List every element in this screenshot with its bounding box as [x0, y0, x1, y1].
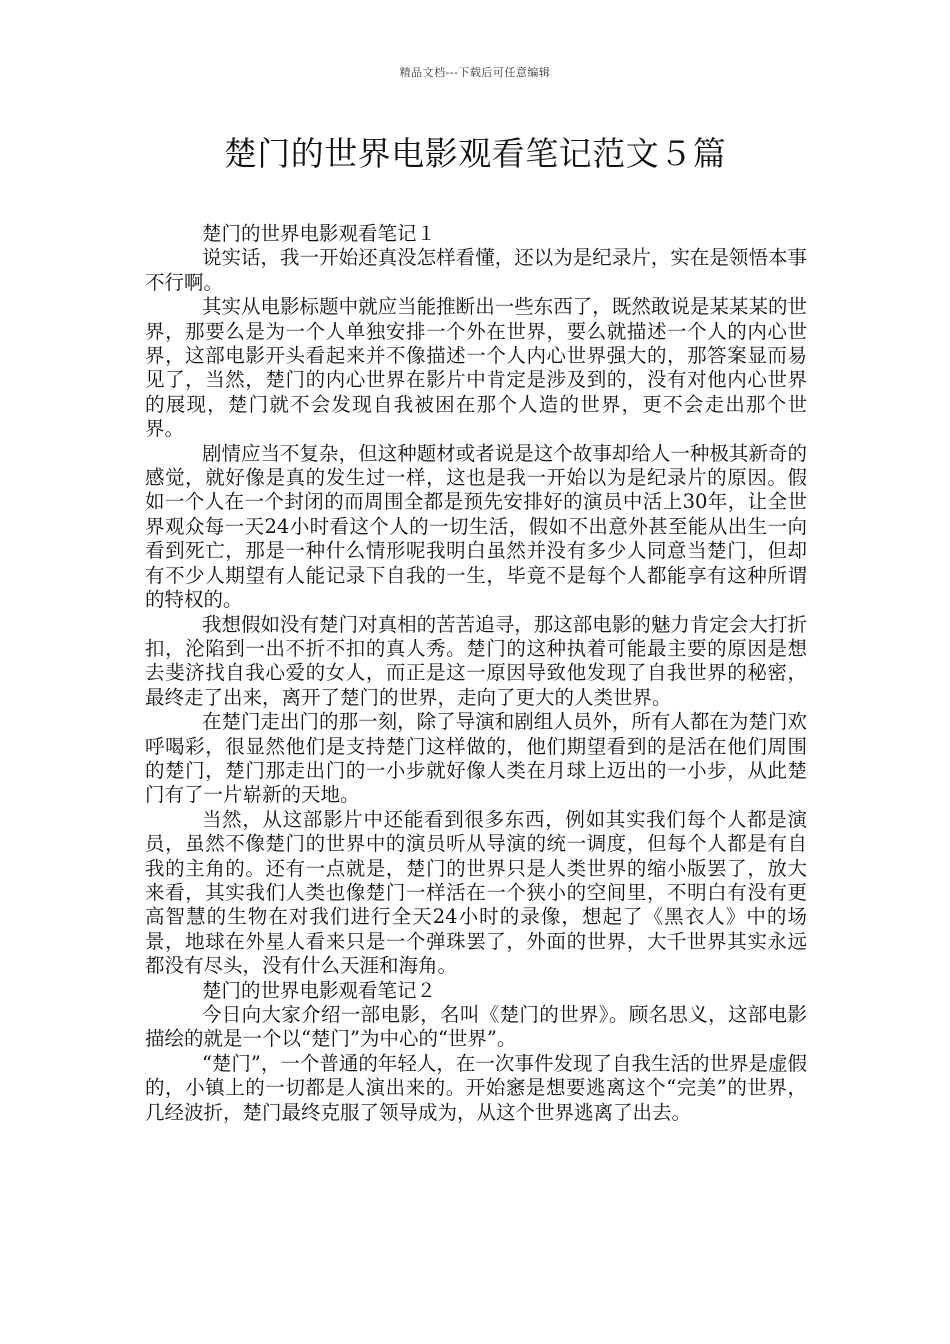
paragraph: 其实从电影标题中就应当能推断出一些东西了，既然敢说是某某某的世界，那要么是为一个人单独安排一个外在世界，要么就描述一个人的内心世界，这部电影开头看起来并不像描述一个人内心世界强大的，那答案显而易见了，当然，楚门的内心世界在影片中肯定是涉及到的，没有对他内心世界的展现，楚门就不会发现自我被困在那个人造的世界，更不会走出那个世界。	[145, 295, 807, 441]
paragraph: 说实话，我一开始还真没怎样看懂，还以为是纪录片，实在是领悟本事不行啊。	[145, 246, 807, 294]
section-heading: 楚门的世界电影观看笔记１	[201, 222, 436, 245]
paragraph: 今日向大家介绍一部电影，名叫《楚门的世界》。顾名思义，这部电影描绘的就是一个以“楚门”为中心的“世界”。	[145, 1003, 807, 1051]
paragraph: 当然，从这部影片中还能看到很多东西，例如其实我们每个人都是演员，虽然不像楚门的世界中的演员听从导演的统一调度，但每个人都是有自我的主角的。还有一点就是，楚门的世界只是人类世界的缩小版罢了，放大来看，其实我们人类也像楚门一样活在一个狭小的空间里，不明白有没有更高智慧的生物在对我们进行全天24小时的录像，想起了《黑衣人》中的场景，地球在外星人看来只是一个弹珠罢了，外面的世界，大千世界其实永远都没有尽头，没有什么天涯和海角。	[145, 807, 807, 978]
header-note: 精品文档---下载后可任意编辑	[399, 66, 551, 79]
document-title: 楚门的世界电影观看笔记范文５篇	[223, 134, 727, 173]
paragraph: 在楚门走出门的那一刻，除了导演和剧组人员外，所有人都在为楚门欢呼喝彩，很显然他们是支持楚门这样做的，他们期望看到的是活在他们周围的楚门，楚门那走出门的一小步就好像人类在月球上迈出的一小步，从此楚门有了一片崭新的天地。	[145, 710, 807, 807]
section-heading: 楚门的世界电影观看笔记２	[201, 978, 436, 1002]
paragraph: 我想假如没有楚门对真相的苦苦追寻，那这部电影的魅力肯定会大打折扣，沦陷到一出不折不扣的真人秀。楚门的这种执着可能最主要的原因是想去斐济找自我心爱的女人，而正是这一原因导致他发现了自我世界的秘密，最终走了出来，离开了楚门的世界，走向了更大的人类世界。	[145, 612, 807, 709]
paragraph: “楚门”，一个普通的年轻人，在一次事件发现了自我生活的世界是虚假的，小镇上的一切都是人演出来的。开始窸是想要逃离这个“完美”的世界，几经波折，楚门最终克服了领导成为，从这个世界逃离了出去。	[145, 1051, 807, 1124]
paragraph: 剧情应当不复杂，但这种题材或者说是这个故事却给人一种极其新奇的感觉，就好像是真的发生过一样，这也是我一开始以为是纪录片的原因。假如一个人在一个封闭的而周围全都是预先安排好的演员中活上30年，让全世界观众每一天24小时看这个人的一切生活，假如不出意外甚至能从出生一向看到死亡，那是一种什么情形呢我明白虽然并没有多少人同意当楚门，但却有不少人期望有人能记录下自我的一生，毕竟不是每个人都能享有这种所谓的特权的。	[145, 441, 807, 612]
document-body	[145, 222, 807, 1125]
